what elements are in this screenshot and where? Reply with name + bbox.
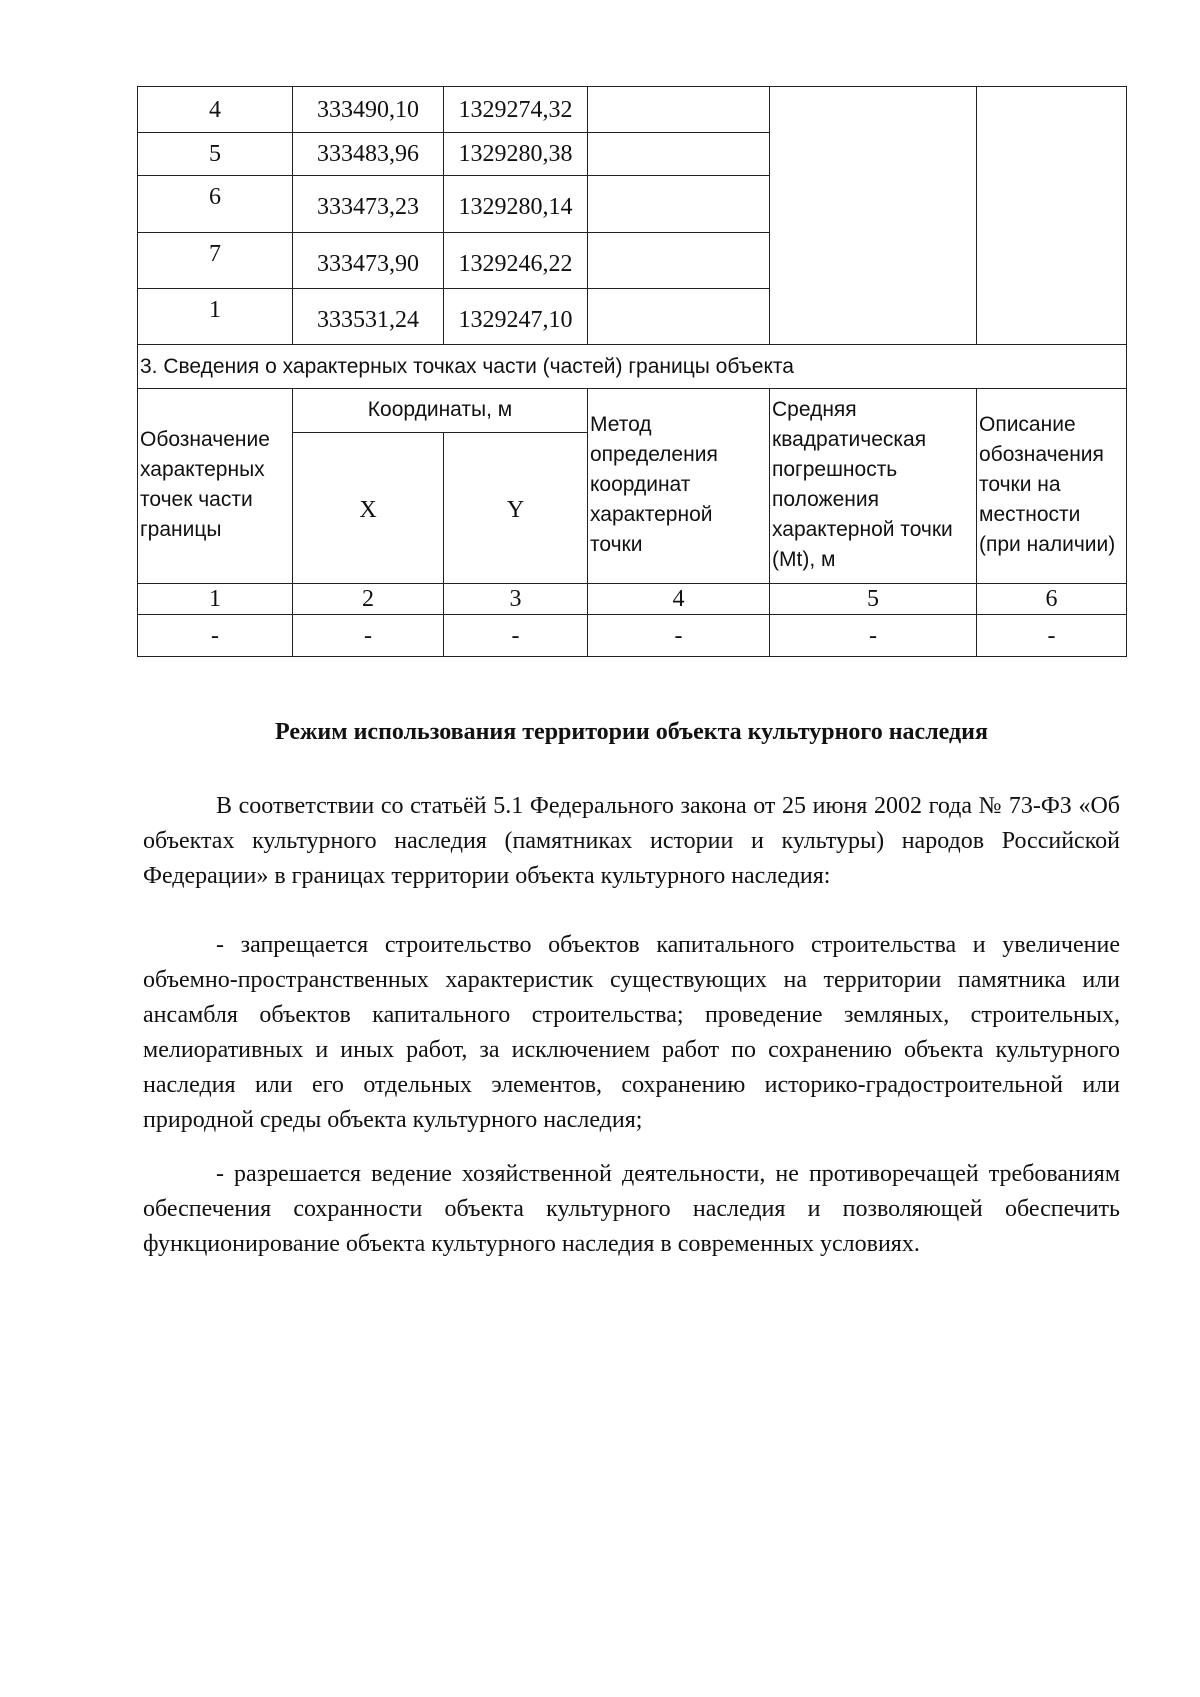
empty-cell: - [293,615,444,657]
error-cell-merged [770,87,977,345]
header-coordinates: Координаты, м [293,389,588,433]
header-error: Средняя квадратическая погрешность положения характерной точки (Mt), м [770,389,977,584]
table-row [138,87,1127,133]
method-cell [588,133,770,176]
section-title: 3. Сведения о характерных точках части (частей) границы объекта [138,345,1127,389]
column-number-row [138,584,1127,615]
x-coordinate-cell: 333473,90 [293,233,444,289]
method-cell [588,87,770,133]
coordinates-table [137,86,1127,657]
empty-cell: - [138,615,293,657]
empty-cell: - [444,615,588,657]
x-coordinate-cell: 333473,23 [293,176,444,233]
header-row [138,389,1127,433]
column-number: 1 [138,584,293,615]
method-cell [588,176,770,233]
method-cell [588,289,770,345]
header-description: Описание обозначения точки на местности (при наличии) [977,389,1127,584]
point-number-cell: 5 [138,133,293,176]
column-number: 6 [977,584,1127,615]
point-number-cell: 1 [138,289,293,345]
y-coordinate-cell: 1329280,38 [444,133,588,176]
y-coordinate-cell: 1329280,14 [444,176,588,233]
point-number-cell: 6 [138,176,293,233]
empty-cell: - [588,615,770,657]
x-coordinate-cell: 333490,10 [293,87,444,133]
y-coordinate-cell: 1329247,10 [444,289,588,345]
x-coordinate-cell: 333531,24 [293,289,444,345]
column-number: 3 [444,584,588,615]
header-x: X [293,433,444,584]
empty-cell: - [977,615,1127,657]
empty-data-row [138,615,1127,657]
header-method: Метод определения координат характерной точки [588,389,770,584]
header-designation: Обозначение характерных точек части границы [138,389,293,584]
column-number: 5 [770,584,977,615]
description-cell-merged [977,87,1127,345]
regime-paragraph-allowed: - разрешается ведение хозяйственной деятельности, не противоречащей требованиям обеспечения сохранности объекта культурного наследия и позволяющей обеспечить функционирование объекта культурного наследия в современных условиях. [143,1161,1120,1257]
y-coordinate-cell: 1329274,32 [444,87,588,133]
section-title-row [138,345,1127,389]
method-cell [588,233,770,289]
column-number: 2 [293,584,444,615]
regime-paragraph-prohibited: - запрещается строительство объектов капитального строительства и увеличение объемно-пространственных характеристик существующих на территории памятника или ансамбля объектов капитального строительства; проведение земляных, строительных, мелиоративных и иных работ, за исключением работ по сохранению объекта культурного наследия или его отдельных элементов, сохранению историко-градостроительной или природной среды объекта культурного наследия; [143,932,1120,1133]
y-coordinate-cell: 1329246,22 [444,233,588,289]
x-coordinate-cell: 333483,96 [293,133,444,176]
point-number-cell: 4 [138,87,293,133]
regime-heading: Режим использования территории объекта культурного наследия [275,719,988,745]
point-number-cell: 7 [138,233,293,289]
empty-cell: - [770,615,977,657]
header-y: Y [444,433,588,584]
column-number: 4 [588,584,770,615]
regime-paragraph-intro: В соответствии со статьёй 5.1 Федерального закона от 25 июня 2002 года № 73-ФЗ «Об объектах культурного наследия (памятниках истории и культуры) народов Российской Федерации» в границах территории объекта культурного наследия: [143,793,1120,889]
